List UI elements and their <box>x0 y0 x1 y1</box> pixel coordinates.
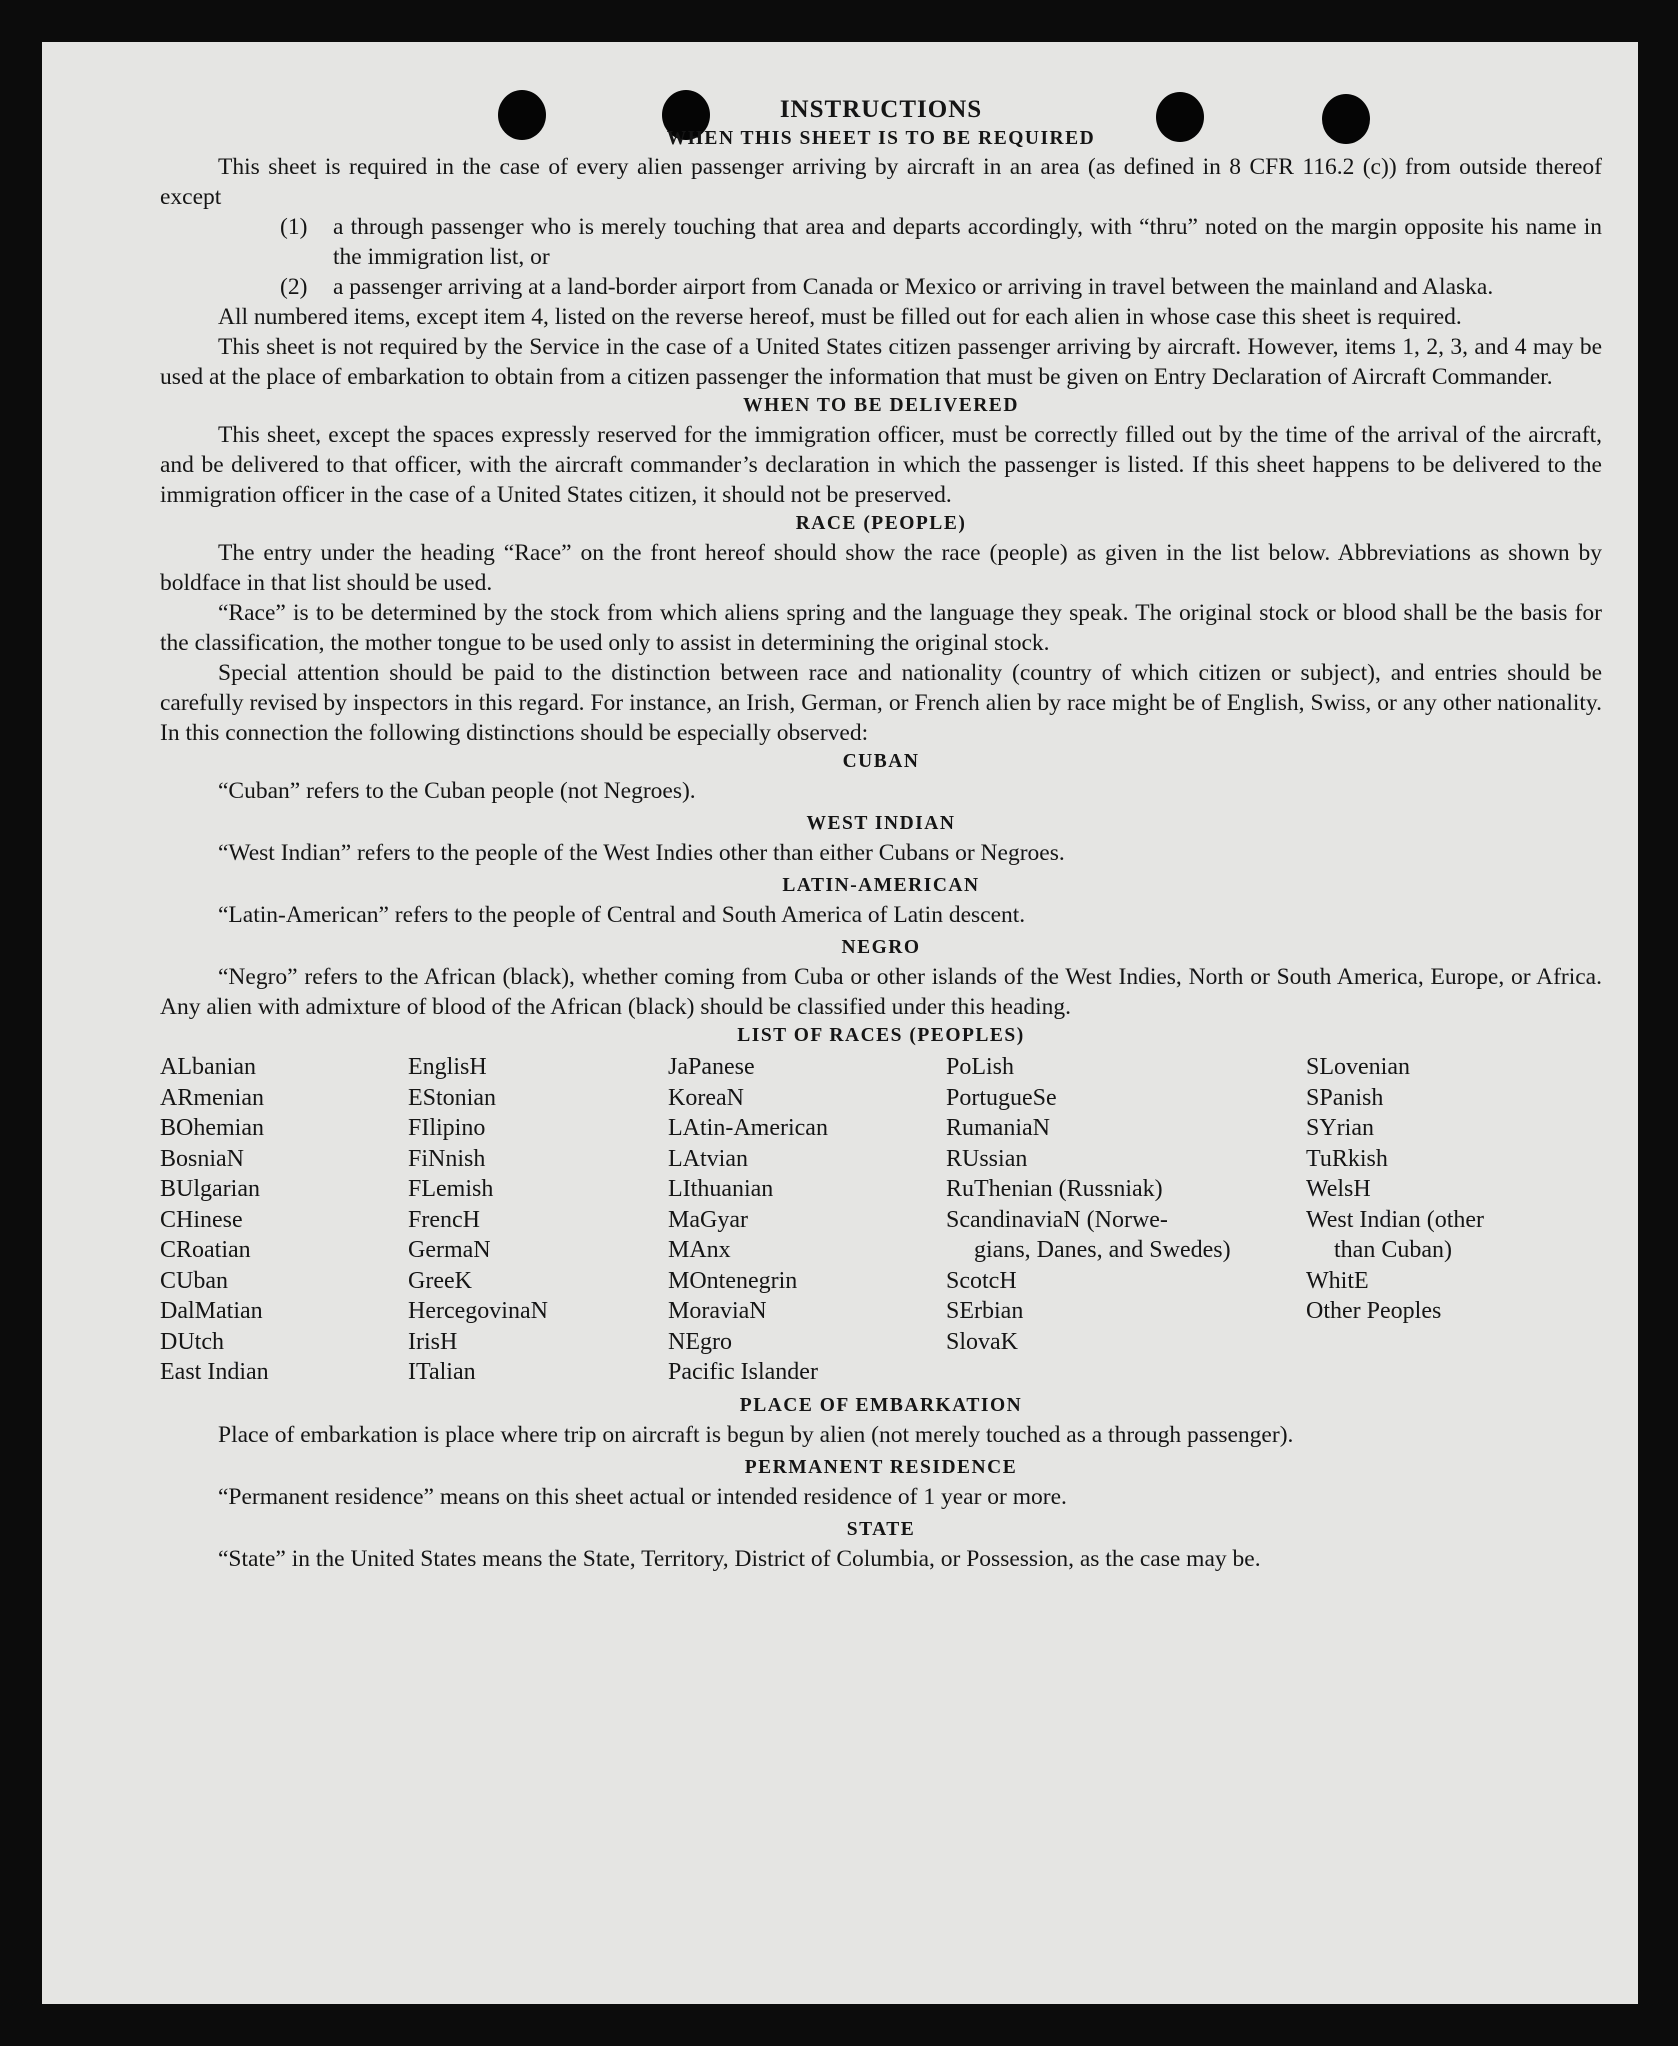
paragraph: The entry under the heading “Race” on the front hereof should show the race (people) as given in the list below. Abbreviations as shown by boldface in that list should be used. <box>160 540 1602 596</box>
section-heading: WEST INDIAN <box>806 813 956 834</box>
section-heading: WHEN THIS SHEET IS TO BE REQUIRED <box>666 128 1096 149</box>
race-entry: DUtch <box>160 1328 224 1355</box>
race-entry: MaGyar <box>668 1206 748 1233</box>
race-entry: IrisH <box>408 1328 458 1355</box>
race-entry: BUlgarian <box>160 1176 260 1202</box>
exception-item <box>160 212 1602 272</box>
section-heading: RACE (PEOPLE) <box>795 513 967 534</box>
paragraph: “State” in the United States means the State, Territory, District of Columbia, or Possession, as the case may be. <box>218 1545 1261 1572</box>
section-heading: CUBAN <box>842 751 920 772</box>
race-list <box>160 1052 1602 1388</box>
race-entry: West Indian (other <box>1306 1206 1485 1233</box>
item-number: (2) <box>280 274 308 300</box>
race-entry: RUssian <box>946 1145 1028 1172</box>
section-heading: STATE <box>846 1518 916 1540</box>
race-entry: FIlipino <box>408 1115 486 1141</box>
paragraph: This sheet is not required by the Service in the case of a United States citizen passenger arriving by aircraft. However, items 1, 2, 3, and 4 may be used at the place of embarkation to obtain from a citizen passenger the information that must be given on Entry Declaration of Aircraft Commander. <box>160 334 1602 390</box>
exception-item <box>160 272 1602 302</box>
race-entry: East Indian <box>160 1359 269 1385</box>
paragraph: This sheet is required in the case of every alien passenger arriving by aircraft in an area (as defined in 8 CFR 116.2 (c)) from outside thereof except <box>160 154 1602 210</box>
race-entry: DalMatian <box>160 1298 263 1324</box>
race-entry: EStonian <box>408 1084 496 1111</box>
race-entry: KoreaN <box>668 1084 744 1111</box>
race-entry: SlovaK <box>946 1328 1018 1355</box>
section-heading: PLACE OF EMBARKATION <box>739 1394 1023 1416</box>
race-entry: LAtvian <box>668 1145 748 1172</box>
race-entry: HercegovinaN <box>408 1298 548 1324</box>
race-column <box>668 1052 946 1388</box>
race-entry: ITalian <box>408 1359 476 1385</box>
section-heading: WHEN TO BE DELIVERED <box>743 395 1019 416</box>
race-entry: CUban <box>160 1267 228 1294</box>
race-entry: ScotcH <box>946 1267 1017 1294</box>
item-number: (1) <box>280 214 308 240</box>
race-entry: MoraviaN <box>668 1298 767 1324</box>
document-sheet <box>42 42 1638 2004</box>
race-entry: BosniaN <box>160 1145 244 1172</box>
race-entry: PortugueSe <box>946 1084 1057 1111</box>
paragraph: Special attention should be paid to the distinction between race and nationality (country of which citizen or subject), and entries should be carefully revised by inspectors in this regard. For instance, an Irish, German, or French alien by race might be of English, Swiss, or any other nationality. In this connection the following distinctions should be especially observed: <box>160 660 1602 746</box>
race-column <box>1306 1052 1602 1388</box>
paragraph: “Cuban” refers to the Cuban people (not Negroes). <box>218 778 696 804</box>
race-entry: SPanish <box>1306 1084 1384 1111</box>
paragraph: “Latin-American” refers to the people of Central and South America of Latin descent. <box>218 902 1026 928</box>
section-heading: LATIN-AMERICAN <box>782 875 980 896</box>
race-entry: GermaN <box>408 1237 491 1263</box>
race-entry: ALbanian <box>160 1054 256 1080</box>
race-entry: WelsH <box>1306 1176 1371 1202</box>
race-entry: SYrian <box>1306 1115 1374 1141</box>
race-entry: ARmenian <box>160 1084 264 1111</box>
race-entry: PoLish <box>946 1054 1015 1080</box>
race-entry: LIthuanian <box>668 1176 774 1202</box>
race-column <box>408 1052 668 1388</box>
race-entry: Other Peoples <box>1306 1298 1442 1324</box>
race-entry: Pacific Islander <box>668 1359 818 1385</box>
section-heading: LIST OF RACES (PEOPLES) <box>737 1025 1025 1046</box>
race-entry: BOhemian <box>160 1115 264 1141</box>
race-entry: FLemish <box>408 1176 494 1202</box>
race-entry-continuation: than Cuban) <box>1334 1237 1452 1263</box>
race-entry: RuThenian (Russniak) <box>946 1176 1163 1202</box>
race-column <box>160 1052 408 1388</box>
race-entry: SLovenian <box>1306 1054 1410 1080</box>
race-entry: MOntenegrin <box>668 1267 798 1294</box>
race-entry: ScandinaviaN (Norwe- <box>946 1206 1168 1233</box>
race-entry: JaPanese <box>668 1054 755 1080</box>
paragraph: “Permanent residence” means on this sheet actual or intended residence of 1 year or more. <box>218 1483 1067 1510</box>
race-entry: TuRkish <box>1306 1145 1388 1172</box>
item-text: a passenger arriving at a land-border airport from Canada or Mexico or arriving in travel between the mainland and Alaska. <box>333 274 1494 300</box>
paragraph: “West Indian” refers to the people of the West Indies other than either Cubans or Negroes. <box>218 840 1065 866</box>
race-entry: GreeK <box>408 1267 472 1294</box>
page-title: INSTRUCTIONS <box>779 96 983 123</box>
section-heading: PERMANENT RESIDENCE <box>744 1456 1018 1478</box>
race-entry: MAnx <box>668 1237 731 1263</box>
paragraph: “Race” is to be determined by the stock from which aliens spring and the language they speak. The original stock or blood shall be the basis for the classification, the mother tongue to be used only to assist in determining the original stock. <box>160 600 1602 656</box>
paragraph: All numbered items, except item 4, listed on the reverse hereof, must be filled out for each alien in whose case this sheet is required. <box>218 304 1462 330</box>
race-entry: CHinese <box>160 1206 243 1233</box>
paragraph: “Negro” refers to the African (black), whether coming from Cuba or other islands of the West Indies, North or South America, Europe, or Africa. Any alien with admixture of blood of the African (black) should be classified under this heading. <box>160 964 1602 1020</box>
race-entry: NEgro <box>668 1328 732 1355</box>
paragraph: This sheet, except the spaces expressly reserved for the immigration officer, must be correctly filled out by the time of the arrival of the aircraft, and be delivered to that officer, with the aircraft commander’s declaration in which the passenger is listed. If this sheet happens to be delivered to the immigration officer in the case of a United States citizen, it should not be preserved. <box>160 422 1602 508</box>
race-entry: WhitE <box>1306 1267 1369 1294</box>
race-entry: LAtin-American <box>668 1115 828 1141</box>
race-entry: CRoatian <box>160 1237 251 1263</box>
section-heading: NEGRO <box>841 937 921 958</box>
race-entry: FrencH <box>408 1206 480 1233</box>
item-text: a through passenger who is merely touching that area and departs accordingly, with “thru” noted on the margin opposite his name in the immigration list, or <box>333 214 1602 270</box>
race-entry: FiNnish <box>408 1145 486 1172</box>
race-column <box>946 1052 1306 1388</box>
race-entry: SErbian <box>946 1298 1024 1324</box>
race-entry: RumaniaN <box>946 1115 1050 1141</box>
race-entry-continuation: gians, Danes, and Swedes) <box>974 1237 1231 1263</box>
paragraph: Place of embarkation is place where trip on aircraft is begun by alien (not merely touched as a through passenger). <box>218 1421 1294 1448</box>
document-body <box>160 94 1602 1574</box>
race-entry: EnglisH <box>408 1054 487 1080</box>
